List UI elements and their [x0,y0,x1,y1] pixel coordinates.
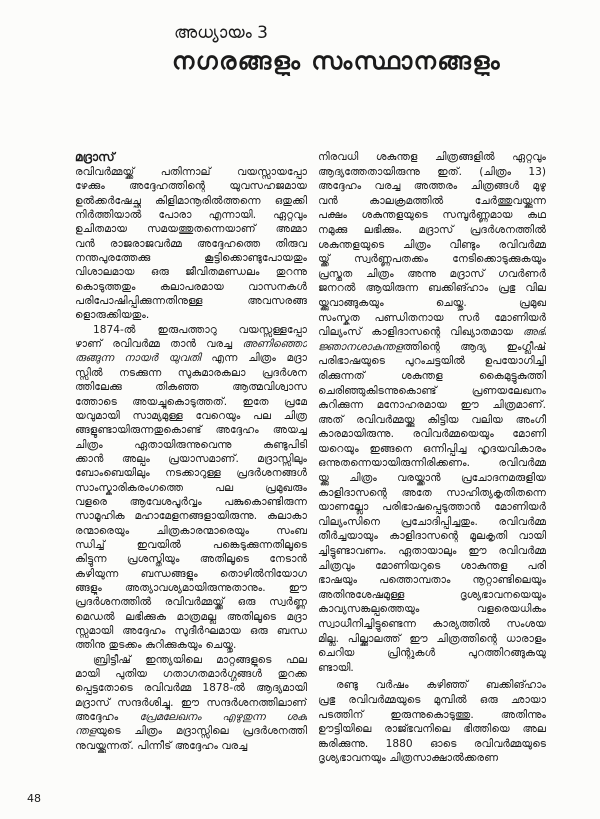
text-line: സാമൂഹിക മഹാമേളനങ്ങളായിരുന്നു. കലാകാ [75,510,307,523]
text-run: ത്തിന്റെ ആദ്യ ഇംഗ്ലീഷ് [402,340,546,353]
text-line: നന്തപുരത്തേക്കു കൂട്ടിക്കൊണ്ടുപോയതും [75,252,307,265]
text-line: ദൃശ്യഭാവനയും ചിത്രസാക്ഷാൽക്കരണ [318,752,499,765]
paragraph [318,150,546,675]
text-line: പ്പെട്ടതോടെ രവിവർമ്മ 1878-ൽ ആദ്യമായി [75,682,307,695]
text-line: വൻ കാലക്രമത്തിൽ ചേർത്തുവയ്ക്കുന്ന [318,194,546,207]
text-line: പടത്തിന് ഇരുന്നുകൊടുത്തു. അതിന്നും [318,708,546,721]
text-line: യാണല്ലോ പരിഭാഷപ്പെടുത്താൻ മോണിയർ [318,501,546,514]
work-title: ന്തള [75,725,96,738]
text-line: ത്തിനു തുടക്കം കുറിക്കുകയും ചെയ്തു. [75,639,237,652]
text-line: ഊട്ടിയിലെ രാജ്ഭവനിലെ ഭിത്തിയെ അല [318,723,546,736]
text-line: കാവ്യസങ്കല്പത്തെയും വളരെയധികം [318,603,546,616]
text-line: ഒന്നുതന്നെയായിരുന്നിരിക്കണം. രവിവർമ്മ [318,457,546,470]
text-line: രണ്ടു വർഷം കഴിഞ്ഞ് ബക്കിങ്ഹാം [336,679,546,692]
text-line: ണ്ടായി. [318,661,354,674]
text-line: ചെരിഞ്ഞുകിടന്നുകൊണ്ട് പ്രണയലേഖനം [318,384,546,397]
text-line: സ്സിൽ നടക്കുന്ന സുകുമാരകലാ പ്രദർശന [75,366,307,379]
text-line [318,340,546,355]
left-column [75,149,307,753]
text-line: വളരെ ആവേശപൂർവ്വം പങ്കുകൊണ്ടിരുന്ന [75,495,307,508]
page-number: 48 [27,792,41,805]
text-line: പക്ഷം ശകുന്തളയുടെ സമ്പൂർണ്ണമായ കഥ [318,209,546,222]
text-line: ച്ചിട്ടുണ്ടാവണം. ഏതായാലും ഈ രവിവർമ്മ [318,545,546,558]
text-line: അത് രവിവർമ്മയ്ക്കു കിട്ടിയ വലിയ അംഗീ [318,413,546,426]
work-title: അഭി [522,326,546,339]
text-line: ഉൽക്കർഷേച്ഛ കിളിമാനൂരിൽത്തന്നെ ഒതുക്കി [75,194,307,207]
text-line: ങ്ങളും അത്യാവശ്യമായിരുന്നുതാനും. ഈ [75,581,307,594]
text-line: കിട്ടുന്ന പ്രശസ്തിയും അതിലൂടെ നേടാൻ [75,553,307,566]
section-heading: മദ്രാസ് [75,150,115,164]
work-title: ജ്ഞാനശാകുന്തള [318,340,403,353]
text-line: യവുമായി സാമ്യമുള്ള വേറെയും പല ചിത്ര [75,409,307,422]
text-line: കഴിയുന്ന ബന്ധങ്ങളും തൊഴിൽനിയോഗ [75,567,307,580]
text-run: അദ്ദേഹം [75,711,140,724]
text-line: ങ്ങളുണ്ടായിരുന്നതുകൊണ്ട് അദ്ദേഹം അയച്ച [75,424,307,437]
text-line: മദ്രാസ് സന്ദർശിച്ചു. ഈ സന്ദർശനത്തിലാണ് [75,696,307,709]
text-line: ചിത്രം ഏതായിരുന്നുവെന്നു കണ്ടുപിടി [75,438,307,451]
text-line: ഉചിതമായ സമയത്തുതന്നെയാണ് അമ്മാ [75,223,307,236]
text-line: ഭാഷയും പത്തൊമ്പതാം നൂറ്റാണ്ടിലെയും [318,574,546,587]
paragraph [75,653,307,753]
text-line: യ്ക്കുവാങ്ങുകയും ചെയ്തു. പ്രമുഖ [318,296,546,309]
text-line: ശകുന്തളയുടെ ചിത്രം വീണ്ടും രവിവർമ്മ [318,238,546,251]
text-line: യറെയും ഇങ്ങനെ ഒന്നിപ്പിച്ച ഹൃദയവികാരം [318,442,546,455]
text-line: വില്യംസിനെ പ്രചോദിപ്പിച്ചതും. രവിവർമ്മ [318,515,546,528]
text-run: ഴാണ് രവിവർമ്മ താൻ വരച്ച [75,338,243,351]
text-line: അതിനുശേഷമുള്ള ദൃശ്യഭാവനയെയും [318,588,546,601]
text-line: വിശാലമായ ഒരു ജീവിതമണ്ഡലം തുറന്നു [75,266,307,279]
work-title: അണിഞ്ഞൊ [242,338,307,351]
text-line: അദ്ദേഹം വരച്ച അത്തരം ചിത്രങ്ങൾ മുഴു [318,180,546,193]
text-line: 1874-ൽ ഇരുപത്താറു വയസ്സുള്ളപ്പോ [93,323,307,336]
text-line: പരിഭാഷയുടെ പുറംചട്ടയിൽ ഉപയോഗിച്ചി [318,355,546,368]
text-line: യ്ക്കു ചിത്രം വരയ്ക്കാൻ പ്രചോദനമരുളിയ [318,472,546,485]
text-line: കാരമായിരുന്നു. രവിവർമ്മയെയും മോണി [318,428,546,441]
text-line: പ്രദർശനത്തിൽ രവിവർമ്മയ്ക്ക് ഒരു സ്വർണ്ണ [75,596,307,609]
text-line: കാളിദാസന്റെ അതേ സാഹിത്യകൃതിതന്നെ [318,486,546,499]
text-run: എന്ന ചിത്രം മദ്രാ [200,352,307,365]
text-line: ളൊരുക്കിയതും. [75,309,150,322]
text-line: സ്വാധീനിച്ചിട്ടുണ്ടെന്ന കാര്യത്തിൽ സംശയ [318,618,546,630]
text-line: മായി പുതിയ ഗതാഗതമാർഗ്ഗങ്ങൾ തുറക്ക [75,668,307,681]
text-line: കുറിക്കുന്ന മനോഹരമായ ഈ ചിത്രമാണ്. [318,399,546,412]
paragraph [75,165,307,323]
text-line: ത്തോടെ അയച്ചുകൊടുത്തത്. ഇതേ പ്രമേ [75,395,307,408]
right-column [318,150,546,766]
text-line: ങ്കരിക്കുന്നു. 1880 ഓടെ രവിവർമ്മയുടെ [318,737,546,750]
work-title: പ്രേമലേഖനം എഴുതുന്ന ശകു [139,711,307,724]
text-line: ചെറിയ പ്രിന്റുകൾ പുറത്തിറങ്ങുകയു [318,647,546,660]
paragraph [318,678,546,766]
text-run: യുടെ ചിത്രം മദ്രാസ്സിലെ പ്രദർശനത്തി [95,725,307,738]
chapter-title: നഗരങ്ങളും സംസ്ഥാനങ്ങളും [172,47,502,75]
text-line: രവിവർമ്മയ്ക്ക് പതിന്നാല് വയസ്സായപ്പോ [75,166,307,178]
paragraph [75,323,307,653]
text-line: വൻ രാജരാജവർമ്മ അദ്ദേഹത്തെ തിരുവ [75,237,307,250]
text-line: ചിത്രവും മോണിയറുടെ ശാകുന്തള പരി [318,559,546,572]
text-line: പ്രഭു രവിവർമ്മയുടെ മുമ്പിൽ ഒരു ഛായാ [318,693,546,706]
text-line: സംസ്കൃത പണ്ഡിതനായ സർ മോണിയർ [318,311,546,324]
text-line: പ്രസ്തുത ചിത്രം അന്നു മദ്രാസ് ഗവർണർ [318,267,546,280]
text-line: ആദ്യത്തേതായിരുന്നു ഇത്. (ചിത്രം 13) [318,165,546,178]
text-line [75,337,307,351]
text-line: സാംസ്കാരികരംഗത്തെ പല പ്രമുഖരും [75,481,307,494]
text-line: സ്സുമായി അദ്ദേഹം സുദീർഘമായ ഒരു ബന്ധ [75,625,307,637]
text-line: നുവയ്ക്കുന്നത്. പിന്നീട് അദ്ദേഹം വരച്ച [75,739,248,752]
text-line: നിർത്തിയാൽ പോരാ എന്നായി. ഏറ്റവും [75,209,307,222]
chapter-label: അധ്യായം 3 [174,23,268,43]
text-line: പരിപോഷിപ്പിക്കുന്നതിനുള്ള അവസരങ്ങ [75,295,307,308]
work-title: രുങ്ങുന്ന നായർ യുവതി [75,352,201,365]
text-line: തീർച്ചയായും കാളിദാസന്റെ മൂലകൃതി വായി [318,530,546,543]
text-line: ന്ധിച്ച് ഇവയിൽ പങ്കെടുക്കുന്നതിലൂടെ [75,538,307,551]
text-line [75,710,307,724]
text-line: രന്മാരെയും ചിത്രകാരന്മാരെയും സംബ [75,524,307,537]
text-line [75,724,307,738]
text-line: കൊടുത്തതും കലാപരമായ വാസനകൾ [75,280,307,293]
text-line: യ്ക്ക് സ്വർണ്ണപതക്കം നേടിക്കൊടുക്കുകയും [318,253,546,266]
text-line: രിക്കുന്നത് ശകുന്തള കൈമുട്ടുകുത്തി [318,369,546,382]
text-line: ജനറൽ ആയിരുന്ന ബക്കിങ്ഹാം പ്രഭു വില [318,282,546,295]
text-line [318,325,546,340]
text-line: ക്കാൻ അല്പം പ്രയാസമാണ്. മദ്രാസ്സിലും [75,452,307,465]
text-line: നിരവധി ശകുന്തള ചിത്രങ്ങളിൽ ഏറ്റവും [318,151,546,163]
text-line: നമുക്കു ലഭിക്കും. മദ്രാസ് പ്രദർശനത്തിൽ [318,223,546,236]
text-line: മില്ല. പില്ക്കാലത്ത് ഈ ചിത്രത്തിന്റെ ധാരാളം [318,632,546,645]
text-line: മെഡൽ ലഭിക്കുക മാത്രമല്ല അതിലൂടെ മദ്രാ [75,610,307,623]
text-line: ബോംബെയിലും നടക്കാറുള്ള പ്രദർശനങ്ങൾ [75,467,307,480]
text-line: ഴേക്കും അദ്ദേഹത്തിന്റെ യുവസഹജമായ [75,180,307,193]
text-line: ത്തിലേക്കു തികഞ്ഞ ആത്മവിശ്വാസ [75,381,307,394]
text-line: ബ്രിട്ടീഷ് ഇന്ത്യയിലെ മാറ്റങ്ങളുടെ ഫല [93,653,307,666]
text-line [75,351,307,365]
text-run: വില്യംസ് കാളിദാസന്റെ വിഖ്യാതമായ [318,326,523,339]
